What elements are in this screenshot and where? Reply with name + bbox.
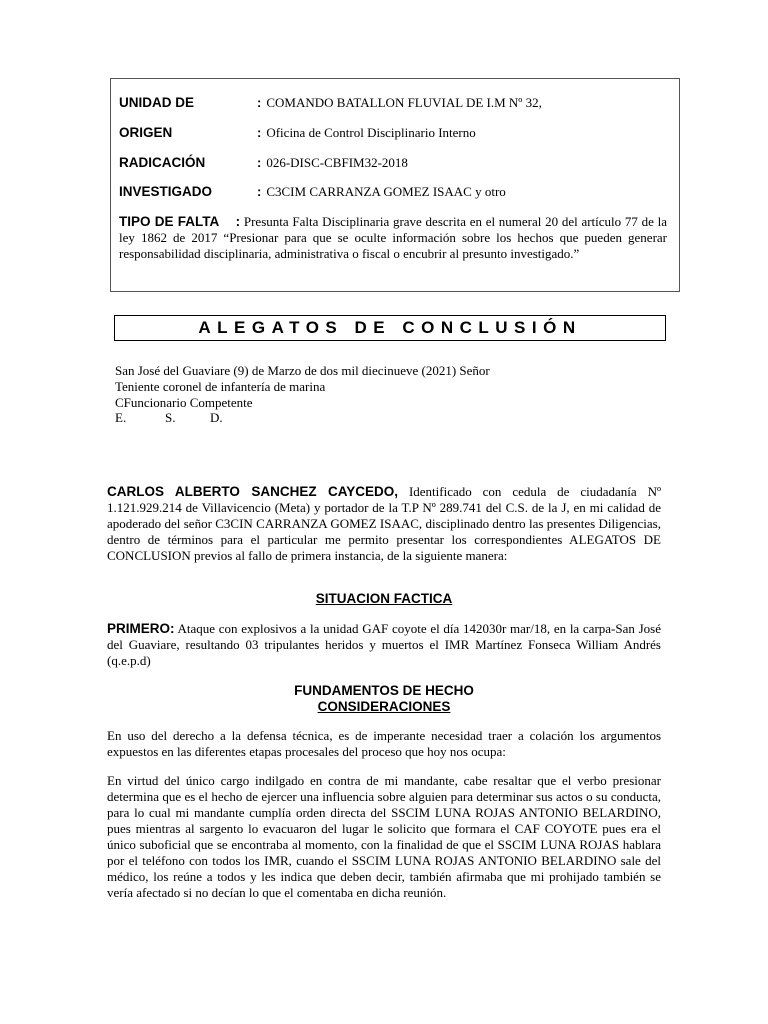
- address-line-3: CFuncionario Competente: [115, 395, 253, 410]
- colon: :: [257, 95, 262, 110]
- esd-e: E.: [115, 410, 127, 425]
- colon: :: [257, 155, 262, 170]
- tipo-falta-label: TIPO DE FALTA: [119, 214, 220, 229]
- fundamentos-paragraph-2: En virtud del único cargo indilgado en contra de mi mandante, cabe resaltar que el verbo presionar determina que es el hecho de ejercer una influencia sobre alguien para determinar sus actos o su conducta, para lo cual mi mandante cumplía orden directa del SSCIM LUNA ROJAS ANTONIO BELARDINO, pues mientras al sargento lo evacuaron del lugar le solicito que formara el CAF COYOTE pues era el único suboficial que se encontraba al momento, con la finalidad de que el SSCIM LUNA ROJAS hablara por el teléfono con todos los IMR, cuando el SSCIM LUNA ROJAS ANTONIO BELARDINO sale del médico, los reúne a todos y les indica que deben decir, también afirmaba que mi prohijado también se vería afectado si no decían lo que el comentaba en dicha reunión.: [107, 773, 661, 900]
- document-title-box: [114, 315, 666, 341]
- tipo-falta-value: Presunta Falta Disciplinaria grave descrita en el numeral 20 del artículo 77 de la ley 1862 de 2017 “Presionar para que se oculte información sobre los hechos que pueden generar responsabilidad disciplinaria, administrativa o fiscal o encubrir al presunto investigado.”: [119, 214, 667, 261]
- colon: :: [257, 184, 262, 199]
- origen-label: ORIGEN: [119, 125, 173, 140]
- colon: :: [257, 125, 262, 140]
- intro-text: Identificado con cedula de ciudadanía Nº 1.121.929.214 de Villavicencio (Meta) y portador de la T.P Nº 289.741 del C.S. de la J, en mi calidad de apoderado del señor C3CIN CARRANZA GOMEZ ISAAC, disciplinado dentro las presentes Diligencias, dentro de términos para el particular me permito presentar los correspondientes ALEGATOS DE CONCLUSION previos al fallo de primera instancia, de la siguiente manera:: [107, 484, 661, 563]
- radicacion-label: RADICACIÓN: [119, 155, 206, 170]
- primero-label: PRIMERO:: [107, 621, 175, 636]
- unidad-value: COMANDO BATALLON FLUVIAL DE I.M Nº 32,: [266, 95, 542, 110]
- consideraciones-heading-text: CONSIDERACIONES: [317, 699, 451, 714]
- tipo-falta-block: [119, 214, 667, 262]
- attorney-name: CARLOS ALBERTO SANCHEZ CAYCEDO,: [107, 484, 399, 499]
- document-title: ALEGATOS DE CONCLUSIÓN: [198, 318, 582, 337]
- esd-d: D.: [210, 410, 223, 425]
- colon: :: [235, 214, 241, 229]
- situacion-heading: [107, 591, 661, 607]
- radicacion-value: 026-DISC-CBFIM32-2018: [266, 155, 408, 170]
- primero-text: Ataque con explosivos a la unidad GAF coyote el día 142030r mar/18, en la carpa-San José del Guaviare, resultando 03 tripulantes heridos y muertos el IMR Martínez Fonseca William Andrés (q.e.p.d): [107, 621, 661, 668]
- investigado-value: C3CIM CARRANZA GOMEZ ISAAC y otro: [266, 184, 506, 199]
- fundamentos-paragraph-1: En uso del derecho a la defensa técnica, es de imperante necesidad traer a colación los argumentos expuestos en las diferentes etapas procesales del proceso que hoy nos ocupa:: [107, 728, 661, 759]
- unidad-label: UNIDAD DE: [119, 95, 195, 110]
- esd-s: S.: [165, 410, 176, 425]
- origen-value: Oficina de Control Disciplinario Interno: [266, 125, 476, 140]
- fundamentos-heading-text: FUNDAMENTOS DE HECHO: [294, 683, 474, 698]
- fundamentos-heading: [107, 683, 661, 715]
- primero-paragraph: [107, 621, 661, 669]
- intro-paragraph: [107, 484, 661, 564]
- address-line-1: San José del Guaviare (9) de Marzo de dos mil diecinueve (2021) Señor: [115, 363, 490, 378]
- address-line-2: Teniente coronel de infantería de marina: [115, 379, 326, 394]
- investigado-label: INVESTIGADO: [119, 184, 213, 199]
- case-header-box: [110, 78, 680, 292]
- situacion-heading-text: SITUACION FACTICA: [315, 591, 453, 606]
